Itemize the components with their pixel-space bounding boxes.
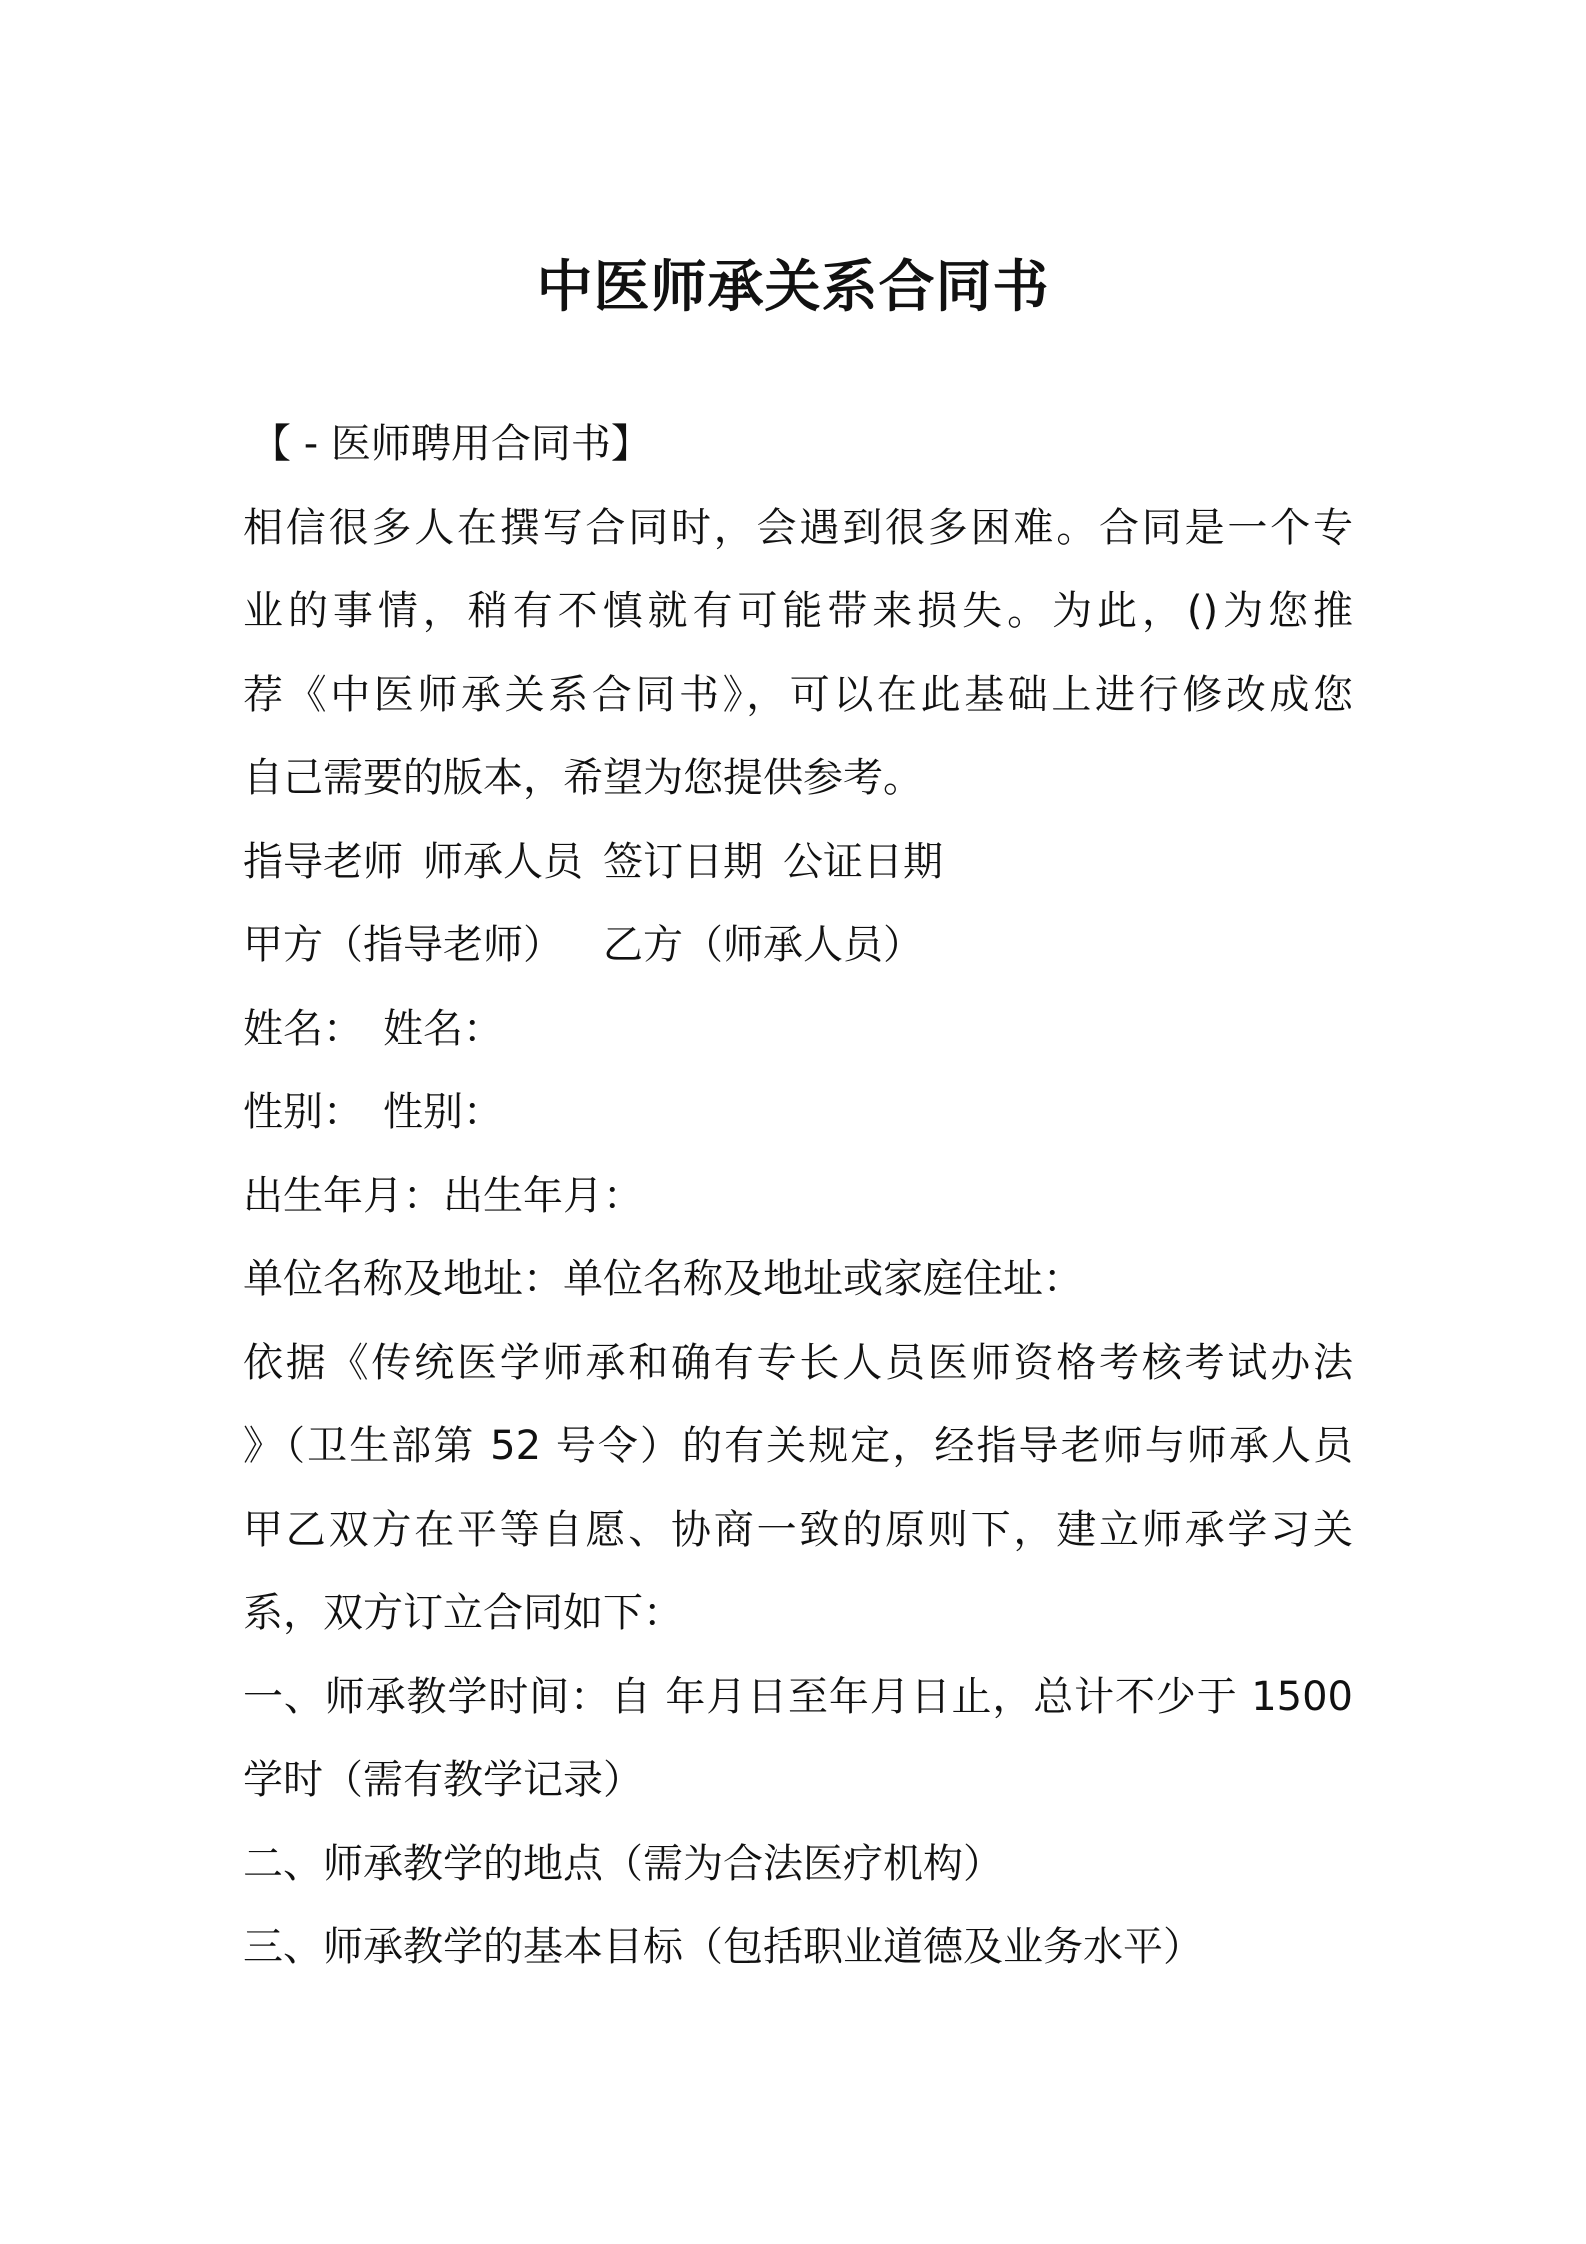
unit-b-label: 单位名称及地址或家庭住址：: [563, 1256, 1083, 1302]
unit-a-label: 单位名称及地址：: [243, 1256, 563, 1302]
basis-line: 甲乙双方在平等自愿、协商一致的原则下，建立师承学习关: [243, 1506, 1353, 1553]
birth-b-label: 出生年月：: [443, 1172, 643, 1219]
gender-a-label: 性别：: [243, 1089, 363, 1135]
party-b-label: 乙方（师承人员）: [603, 922, 923, 968]
notary-date-label: 公证日期: [783, 838, 943, 885]
apprentice-label: 师承人员: [423, 838, 583, 885]
name-a-label: 姓名：: [243, 1005, 363, 1052]
parties-row: [243, 904, 1353, 988]
basis-line: 》（卫生部第 52 号令）的有关规定，经指导老师与师承人员: [243, 1423, 1353, 1469]
birth-a-label: 出生年月：: [243, 1172, 443, 1219]
header-fields-row: [243, 821, 1353, 905]
document-body: [243, 403, 1353, 1990]
sign-date-label: 签订日期: [603, 838, 763, 885]
gender-b-label: 性别：: [383, 1089, 503, 1135]
intro-line: 自己需要的版本，希望为您提供参考。: [243, 755, 923, 801]
party-a-label: 甲方（指导老师）: [243, 922, 563, 968]
teacher-label: 指导老师: [243, 838, 403, 885]
intro-line: 业的事情，稍有不慎就有可能带来损失。为此，()为您推: [243, 588, 1353, 634]
basis-line: 系，双方订立合同如下：: [243, 1590, 683, 1636]
gender-row: [243, 1071, 1353, 1155]
name-b-label: 姓名：: [383, 1005, 503, 1052]
clause-1-line-1: 一、师承教学时间：自 年月日至年月日止，总计不少于 1500: [243, 1673, 1353, 1720]
clause-3: 三、师承教学的基本目标（包括职业道德及业务水平）: [243, 1924, 1203, 1970]
document-title: 中医师承关系合同书: [536, 255, 1050, 320]
intro-line: 荐《中医师承关系合同书》，可以在此基础上进行修改成您: [243, 671, 1353, 718]
clause-1-line-2: 学时（需有教学记录）: [243, 1757, 643, 1803]
document-subtitle: 【 - 医师聘用合同书】: [251, 421, 651, 467]
clause-2: 二、师承教学的地点（需为合法医疗机构）: [243, 1840, 1003, 1887]
birth-row: [243, 1155, 1353, 1239]
name-row: [243, 988, 1353, 1072]
basis-line: 依据《传统医学师承和确有专长人员医师资格考核考试办法: [243, 1339, 1353, 1386]
intro-line: 相信很多人在撰写合同时，会遇到很多困难。合同是一个专: [243, 504, 1353, 551]
unit-row: [243, 1238, 1353, 1322]
